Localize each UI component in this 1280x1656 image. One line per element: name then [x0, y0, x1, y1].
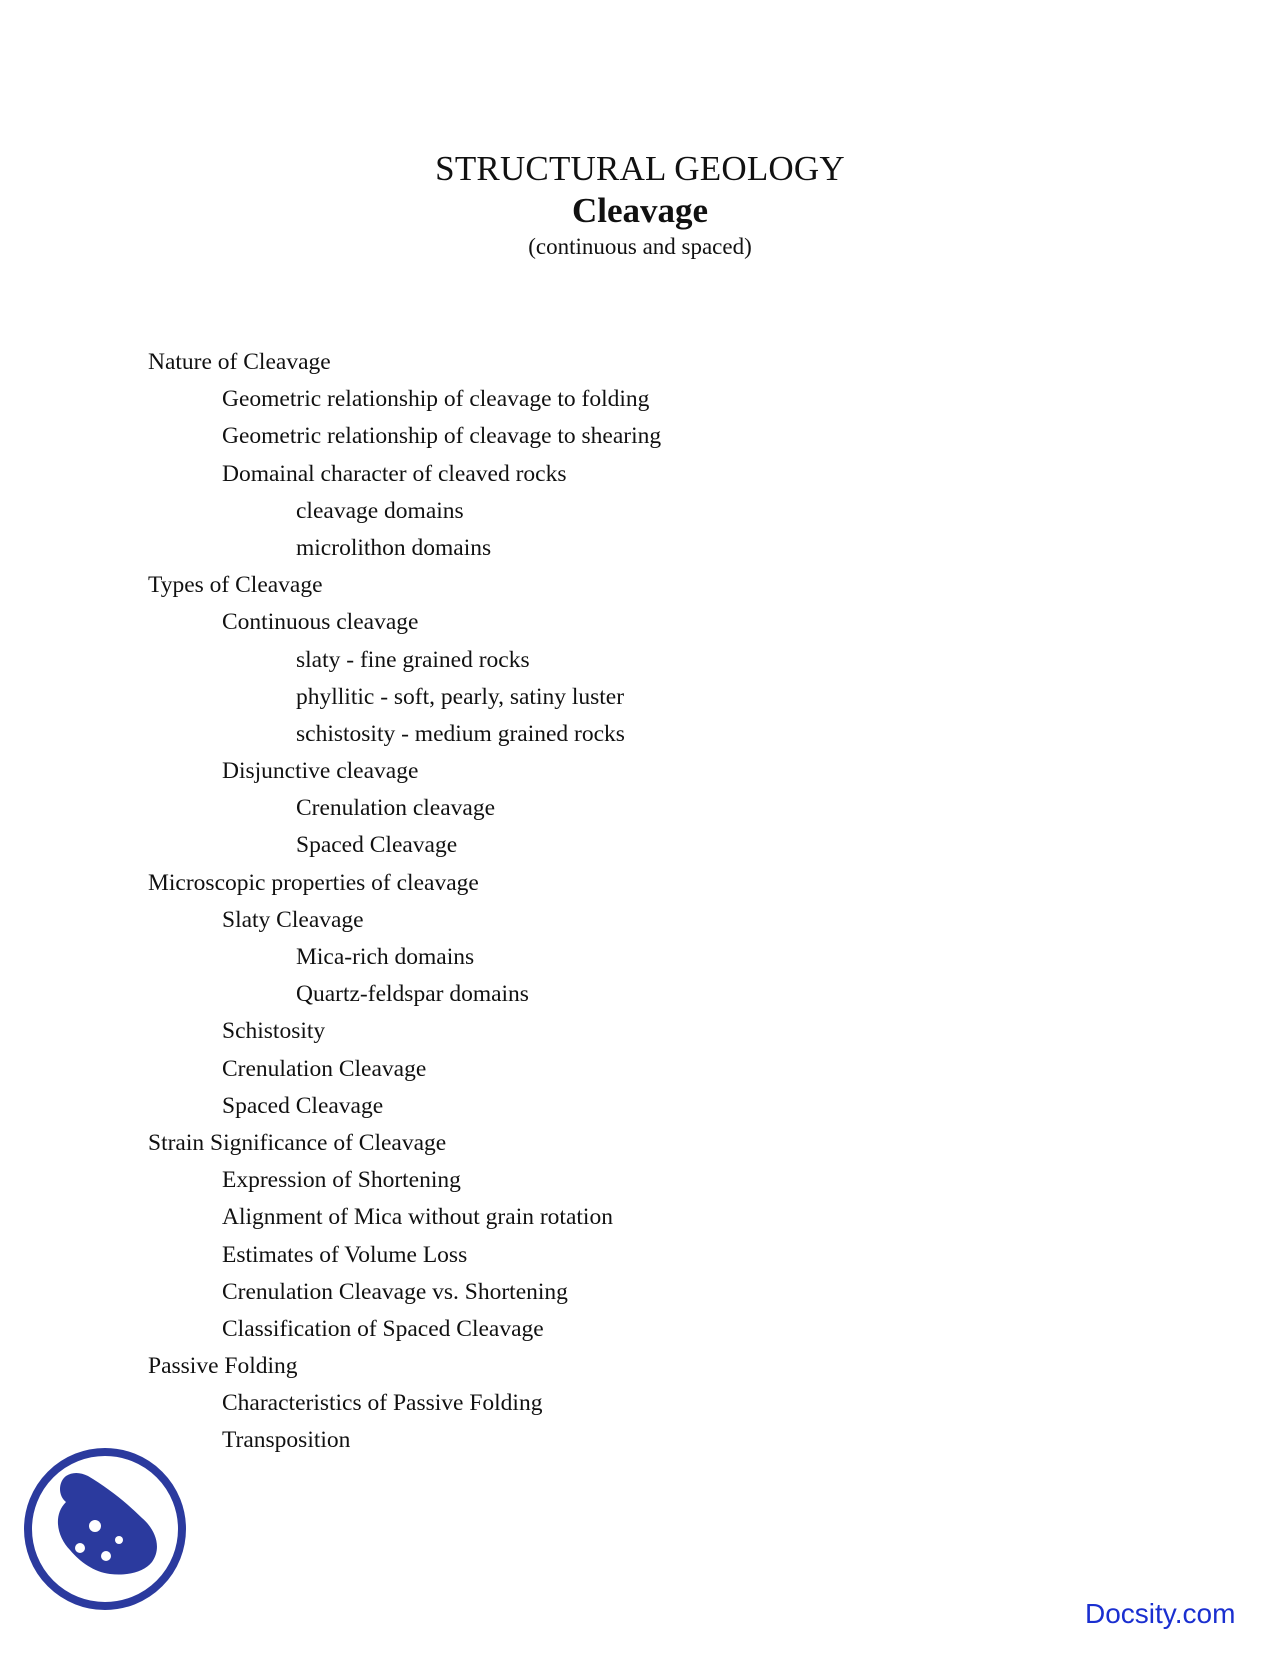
outline-section: Strain Significance of Cleavage	[148, 1129, 447, 1156]
outline-subtopic: phyllitic - soft, pearly, satiny luster	[296, 683, 625, 710]
outline-topic: Crenulation Cleavage vs. Shortening	[222, 1278, 568, 1305]
outline-topic: Transposition	[222, 1427, 351, 1454]
outline-topic: Disjunctive cleavage	[222, 758, 419, 785]
docsity-logo-icon	[22, 1446, 188, 1612]
outline-topic: Classification of Spaced Cleavage	[222, 1315, 544, 1342]
outline-subtopic: Spaced Cleavage	[296, 832, 458, 859]
outline-section: Nature of Cleavage	[148, 349, 331, 375]
outline-topic: Expression of Shortening	[222, 1167, 461, 1194]
outline-subtopic: Mica-rich domains	[296, 944, 475, 970]
outline-topic: Slaty Cleavage	[222, 906, 364, 933]
docsity-watermark-link[interactable]: Docsity.com	[1085, 1598, 1236, 1629]
outline-section: Types of Cleavage	[148, 572, 323, 599]
outline-topic: Spaced Cleavage	[222, 1092, 384, 1119]
outline-topic: Characteristics of Passive Folding	[222, 1390, 543, 1417]
outline-subtopic: Quartz-feldspar domains	[296, 981, 529, 1008]
outline-topic: Crenulation Cleavage	[222, 1055, 427, 1082]
outline-subtopic: cleavage domains	[296, 497, 464, 524]
outline-topic: Domainal character of cleaved rocks	[222, 460, 567, 487]
outline-topic: Geometric relationship of cleavage to folding	[222, 386, 650, 413]
page-subtitle: (continuous and spaced)	[528, 234, 752, 259]
page-title: Cleavage	[571, 191, 709, 230]
outline-section: Microscopic properties of cleavage	[148, 869, 479, 896]
outline-subtopic: schistosity - medium grained rocks	[296, 720, 625, 747]
outline-topic: Continuous cleavage	[222, 609, 419, 636]
outline-topic: Geometric relationship of cleavage to shearing	[222, 423, 662, 450]
outline-subtopic: Crenulation cleavage	[296, 795, 496, 822]
course-title: STRUCTURAL GEOLOGY	[435, 149, 845, 188]
outline-subtopic: slaty - fine grained rocks	[296, 646, 530, 673]
outline-topic: Alignment of Mica without grain rotation	[222, 1204, 613, 1231]
outline-subtopic: microlithon domains	[296, 534, 492, 561]
outline-topic: Schistosity	[222, 1018, 326, 1045]
topic-outline	[148, 344, 1148, 1460]
document-header	[0, 148, 1280, 262]
outline-topic: Estimates of Volume Loss	[222, 1241, 468, 1268]
outline-section: Passive Folding	[148, 1353, 298, 1380]
